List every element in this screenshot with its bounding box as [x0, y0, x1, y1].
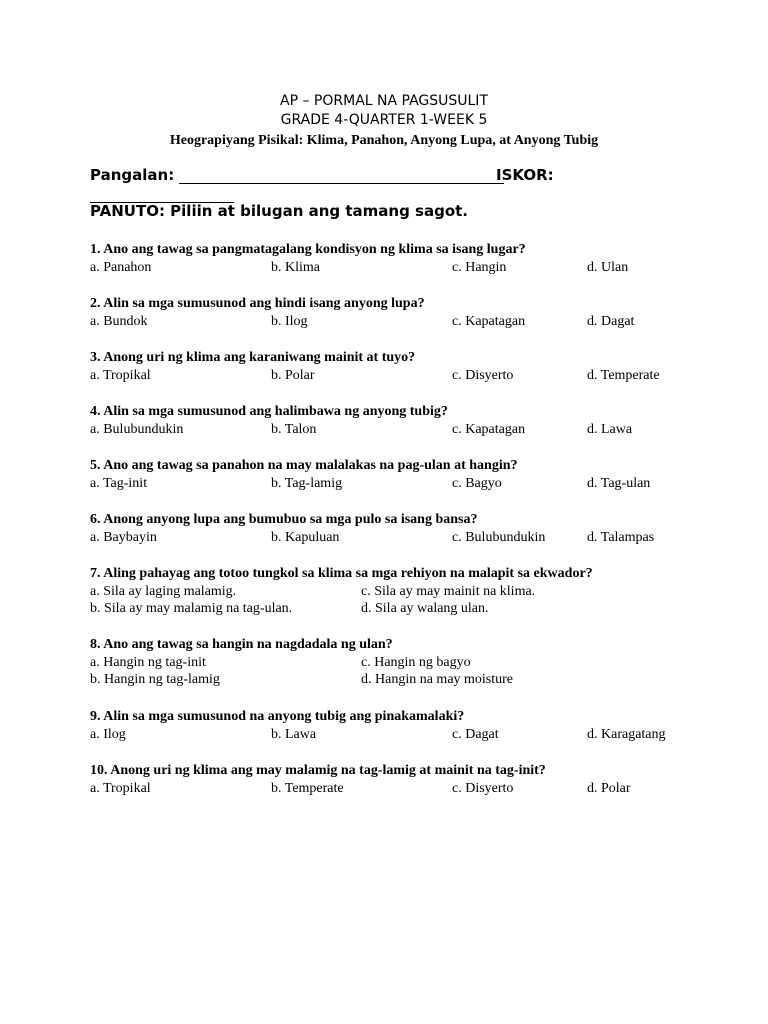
question-text: 3. Anong uri ng klima ang karaniwang mainit at tuyo? [90, 350, 416, 365]
option-c[interactable]: c. Sila ay may mainit na klima. [361, 584, 536, 599]
option-b[interactable]: b. Tag-lamig [271, 476, 343, 491]
option-b[interactable]: b. Ilog [271, 314, 308, 329]
option-row [90, 259, 730, 276]
option-row [90, 475, 730, 492]
option-a[interactable]: a. Tropikal [90, 781, 151, 796]
score-label: ISKOR: [496, 166, 554, 184]
question-text: 10. Anong uri ng klima ang may malamig na tag-lamig at mainit na tag-init? [90, 763, 546, 778]
option-b[interactable]: b. Hangin ng tag-lamig [90, 672, 220, 687]
question-10 [90, 761, 730, 815]
option-row [90, 529, 730, 546]
option-d[interactable]: d. Karagatang [587, 727, 666, 742]
name-label: Pangalan: [90, 166, 175, 184]
option-b[interactable]: b. Talon [271, 422, 317, 437]
question-2 [90, 294, 730, 348]
option-d[interactable]: d. Hangin na may moisture [361, 672, 514, 687]
option-a[interactable]: a. Panahon [90, 260, 152, 275]
option-row [90, 671, 730, 688]
option-c[interactable]: c. Hangin ng bagyo [361, 655, 471, 670]
option-a[interactable]: a. Tropikal [90, 368, 151, 383]
option-d[interactable]: d. Temperate [587, 368, 660, 383]
name-blank [179, 183, 504, 184]
option-row [90, 421, 730, 438]
option-a[interactable]: a. Baybayin [90, 530, 157, 545]
option-d[interactable]: d. Sila ay walang ulan. [361, 601, 489, 616]
question-6 [90, 510, 730, 564]
option-row [90, 367, 730, 384]
option-a[interactable]: a. Bundok [90, 314, 148, 329]
option-c[interactable]: c. Kapatagan [452, 422, 526, 437]
exam-title: AP – PORMAL NA PAGSUSULIT [280, 93, 488, 109]
option-c[interactable]: c. Disyerto [452, 781, 514, 796]
option-b[interactable]: b. Lawa [271, 727, 317, 742]
question-9 [90, 707, 730, 761]
option-d[interactable]: d. Polar [587, 781, 631, 796]
question-7 [90, 564, 730, 635]
option-row [90, 600, 730, 617]
question-text: 2. Alin sa mga sumusunod ang hindi isang anyong lupa? [90, 296, 425, 311]
question-4 [90, 402, 730, 456]
option-b[interactable]: b. Sila ay may malamig na tag-ulan. [90, 601, 293, 616]
option-c[interactable]: c. Disyerto [452, 368, 514, 383]
option-b[interactable]: b. Temperate [271, 781, 344, 796]
instructions: PANUTO: Piliin at bilugan ang tamang sagot. [90, 202, 469, 220]
question-1 [90, 240, 730, 294]
option-d[interactable]: d. Ulan [587, 260, 629, 275]
option-d[interactable]: d. Talampas [587, 530, 655, 545]
option-c[interactable]: c. Kapatagan [452, 314, 526, 329]
option-a[interactable]: a. Hangin ng tag-init [90, 655, 206, 670]
option-d[interactable]: d. Lawa [587, 422, 633, 437]
option-a[interactable]: a. Ilog [90, 727, 126, 742]
exam-topic: Heograpiyang Pisikal: Klima, Panahon, Anyong Lupa, at Anyong Tubig [169, 133, 599, 148]
option-b[interactable]: b. Kapuluan [271, 530, 340, 545]
option-row [90, 726, 730, 743]
option-a[interactable]: a. Sila ay laging malamig. [90, 584, 237, 599]
question-3 [90, 348, 730, 402]
question-text: 8. Ano ang tawag sa hangin na nagdadala ng ulan? [90, 637, 393, 652]
option-a[interactable]: a. Tag-init [90, 476, 148, 491]
option-c[interactable]: c. Dagat [452, 727, 499, 742]
document-header [0, 92, 768, 150]
option-c[interactable]: c. Bulubundukin [452, 530, 546, 545]
question-text: 5. Ano ang tawag sa panahon na may malalakas na pag-ulan at hangin? [90, 458, 518, 473]
option-row [90, 583, 730, 600]
option-c[interactable]: c. Bagyo [452, 476, 502, 491]
question-text: 7. Aling pahayag ang totoo tungkol sa klima sa mga rehiyon na malapit sa ekwador? [90, 566, 593, 581]
question-text: 6. Anong anyong lupa ang bumubuo sa mga pulo sa isang bansa? [90, 512, 478, 527]
option-d[interactable]: d. Tag-ulan [587, 476, 651, 491]
question-5 [90, 456, 730, 510]
option-row [90, 654, 730, 671]
option-row [90, 313, 730, 330]
option-row [90, 780, 730, 797]
question-8 [90, 635, 730, 707]
question-text: 1. Ano ang tawag sa pangmatagalang kondisyon ng klima sa isang lugar? [90, 242, 526, 257]
option-a[interactable]: a. Bulubundukin [90, 422, 184, 437]
option-c[interactable]: c. Hangin [452, 260, 507, 275]
option-b[interactable]: b. Klima [271, 260, 320, 275]
option-d[interactable]: d. Dagat [587, 314, 635, 329]
grade-quarter-week: GRADE 4-QUARTER 1-WEEK 5 [280, 112, 488, 128]
question-list [90, 240, 730, 815]
question-text: 4. Alin sa mga sumusunod ang halimbawa ng anyong tubig? [90, 404, 448, 419]
question-text: 9. Alin sa mga sumusunod na anyong tubig ang pinakamalaki? [90, 709, 465, 724]
option-b[interactable]: b. Polar [271, 368, 315, 383]
